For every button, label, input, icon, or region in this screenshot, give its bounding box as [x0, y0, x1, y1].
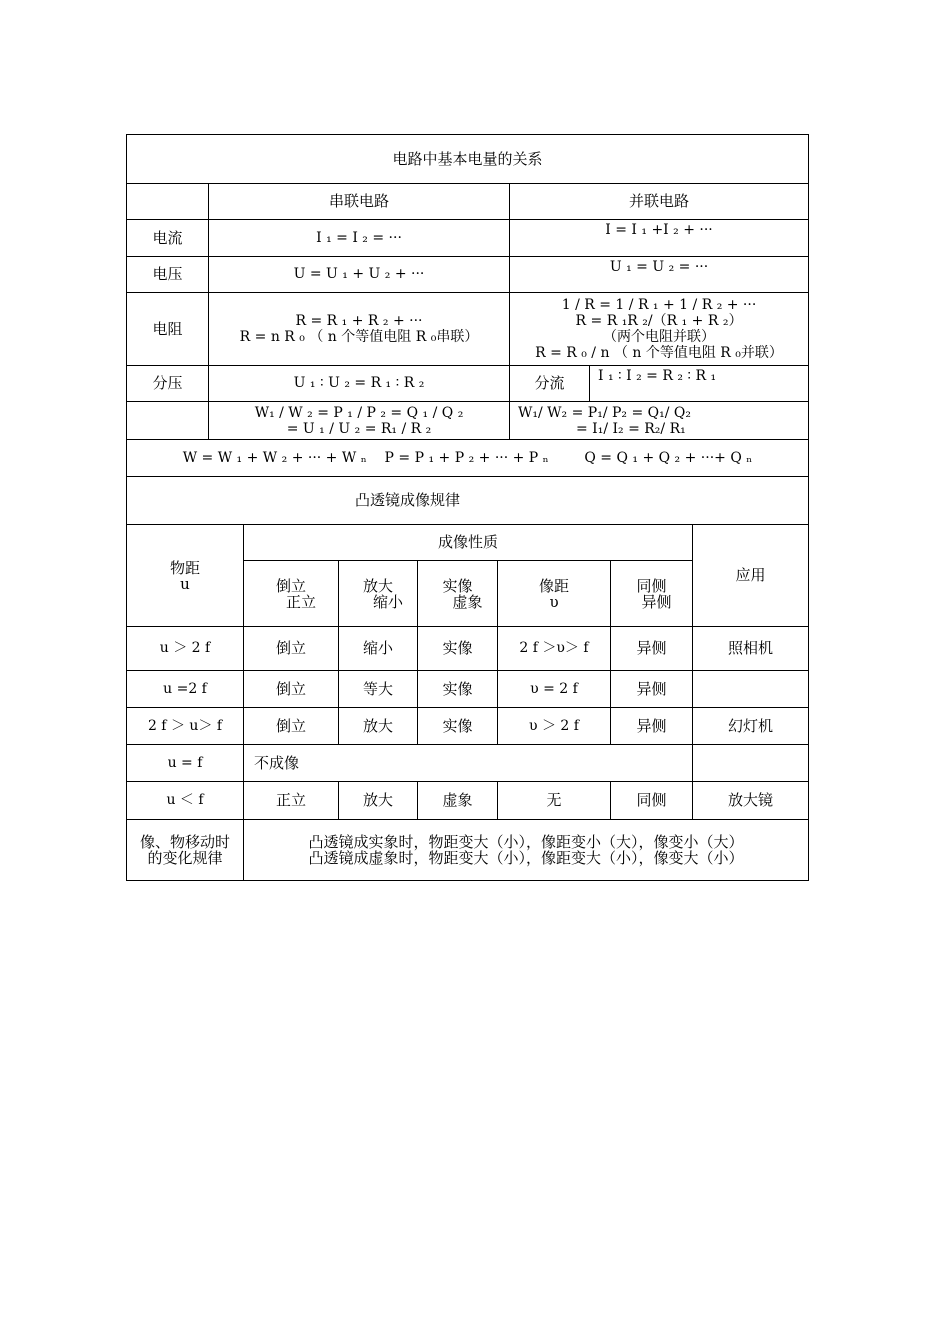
image-distance-cell: 无: [498, 782, 611, 820]
side-cell: 异侧: [611, 708, 693, 745]
lens-table-title: 凸透镜成像规律: [127, 477, 809, 525]
orientation-cell: 正立: [244, 782, 339, 820]
current-parallel-formula: I = I ₁ +I ₂ + ···: [510, 220, 809, 257]
size-cell: 缩小: [339, 627, 418, 671]
change-rule-label: 像、物移动时的变化规律: [127, 820, 244, 881]
application-cell: [693, 745, 809, 782]
application-header: 应用: [693, 525, 809, 627]
divide-current-label: 分流: [510, 366, 590, 402]
resistance-label: 电阻: [127, 293, 209, 366]
image-distance-cell: 2 f ＞υ＞ f: [498, 627, 611, 671]
circuit-table-title: 电路中基本电量的关系: [127, 135, 809, 184]
lens-imaging-table: [126, 524, 809, 881]
side-cell: 异侧: [611, 627, 693, 671]
kind-cell: 虚象: [418, 782, 498, 820]
orientation-cell: 倒立: [244, 627, 339, 671]
kind-cell: 实像: [418, 708, 498, 745]
resistance-parallel-formula-1: 1 / R = 1 / R ₁ + 1 / R ₂ + ···: [561, 297, 757, 313]
object-distance-label: 物距: [169, 558, 200, 577]
resistance-parallel-cell: [510, 293, 809, 366]
object-distance-cell: u ＜ f: [127, 782, 244, 820]
resistance-series-formula-1: R = R ₁ + R ₂ + ···: [295, 313, 423, 329]
object-distance-symbol: u: [180, 574, 190, 593]
divide-voltage-formula: U ₁ ∶ U ₂ = R ₁ ∶ R ₂: [209, 366, 510, 402]
resistance-parallel-formula-2: R = R ₁R ₂/（R ₁ + R ₂）: [575, 313, 743, 329]
divide-current-formula: I ₁ ∶ I ₂ = R ₂ ∶ R ₁: [590, 366, 809, 402]
resistance-series-cell: [209, 293, 510, 366]
empty-corner-cell: [127, 184, 209, 220]
resistance-series-formula-2: R = n R ₀ （ n 个等值电阻 R ₀串联）: [239, 329, 479, 345]
orientation-cell: 倒立: [244, 671, 339, 708]
empty-power-label-cell: [127, 402, 209, 440]
table-row: [127, 782, 809, 820]
application-cell: [693, 671, 809, 708]
side-cell: 同侧: [611, 782, 693, 820]
resistance-parallel-formula-4: R = R ₀ / n （ n 个等值电阻 R ₀并联）: [535, 345, 783, 361]
size-header-2: 缩小: [372, 592, 403, 611]
object-distance-cell: 2 f ＞ u＞ f: [127, 708, 244, 745]
image-distance-header-1: 像距: [538, 576, 569, 595]
object-distance-cell: u ＞ 2 f: [127, 627, 244, 671]
size-cell: 放大: [339, 708, 418, 745]
object-distance-cell: u = f: [127, 745, 244, 782]
series-header: 串联电路: [209, 184, 510, 220]
image-distance-cell: υ = 2 f: [498, 671, 611, 708]
circuit-relations-table: [126, 134, 809, 525]
application-cell: 放大镜: [693, 782, 809, 820]
current-label: 电流: [127, 220, 209, 257]
image-distance-header: [498, 561, 611, 627]
power-series-formula-1: W₁ / W ₂ = P ₁ / P ₂ = Q ₁ / Q ₂: [254, 404, 464, 421]
image-distance-cell: υ ＞ 2 f: [498, 708, 611, 745]
side-header-1: 同侧: [636, 576, 667, 595]
table-row: [127, 708, 809, 745]
totals-formula: W = W ₁ + W ₂ + ··· + W ₙ P = P ₁ + P ₂ + ··· + P ₙ Q = Q ₁ + Q ₂ + ···+ Q ₙ: [127, 440, 809, 477]
resistance-parallel-note: （两个电阻并联）: [603, 329, 715, 345]
parallel-header: 并联电路: [510, 184, 809, 220]
change-rule-cell: [244, 820, 809, 881]
object-distance-header: [127, 525, 244, 627]
application-cell: 幻灯机: [693, 708, 809, 745]
kind-cell: 实像: [418, 671, 498, 708]
orientation-header-2: 正立: [285, 592, 316, 611]
divide-voltage-label: 分压: [127, 366, 209, 402]
voltage-series-formula: U = U ₁ + U ₂ + ···: [209, 257, 510, 293]
power-series-cell: [209, 402, 510, 440]
no-image-note: 不成像: [244, 745, 693, 782]
kind-header-2: 虚象: [452, 592, 483, 611]
size-cell: 放大: [339, 782, 418, 820]
side-header-2: 异侧: [641, 592, 672, 611]
image-nature-header: 成像性质: [244, 525, 693, 561]
table-row: [127, 745, 809, 782]
size-header: [339, 561, 418, 627]
side-header: [611, 561, 693, 627]
orientation-header-1: 倒立: [275, 576, 306, 595]
power-parallel-cell: [510, 402, 809, 440]
kind-header: [418, 561, 498, 627]
table-row: [127, 627, 809, 671]
current-series-formula: I ₁ = I ₂ = ···: [209, 220, 510, 257]
power-series-formula-2: = U ₁ / U ₂ = R₁ / R ₂: [286, 420, 432, 437]
change-rule-real-image: 凸透镜成实象时，物距变大（小），像距变小（大），像变小（大）: [308, 833, 744, 851]
object-distance-cell: u =2 f: [127, 671, 244, 708]
kind-cell: 实像: [418, 627, 498, 671]
orientation-header: [244, 561, 339, 627]
voltage-label: 电压: [127, 257, 209, 293]
size-cell: 等大: [339, 671, 418, 708]
voltage-parallel-formula: U ₁ = U ₂ = ···: [510, 257, 809, 293]
image-distance-header-2: υ: [549, 592, 559, 611]
kind-header-1: 实像: [442, 576, 473, 595]
orientation-cell: 倒立: [244, 708, 339, 745]
power-parallel-formula-1: W₁/ W₂ = P₁/ P₂ = Q₁/ Q₂: [518, 404, 692, 421]
side-cell: 异侧: [611, 671, 693, 708]
application-cell: 照相机: [693, 627, 809, 671]
table-row: [127, 671, 809, 708]
power-parallel-formula-2: = I₁/ I₂ = R₂/ R₁: [576, 420, 686, 437]
size-header-1: 放大: [362, 576, 393, 595]
change-rule-virtual-image: 凸透镜成虚象时，物距变大（小），像距变大（小），像变大（小）: [308, 849, 744, 867]
